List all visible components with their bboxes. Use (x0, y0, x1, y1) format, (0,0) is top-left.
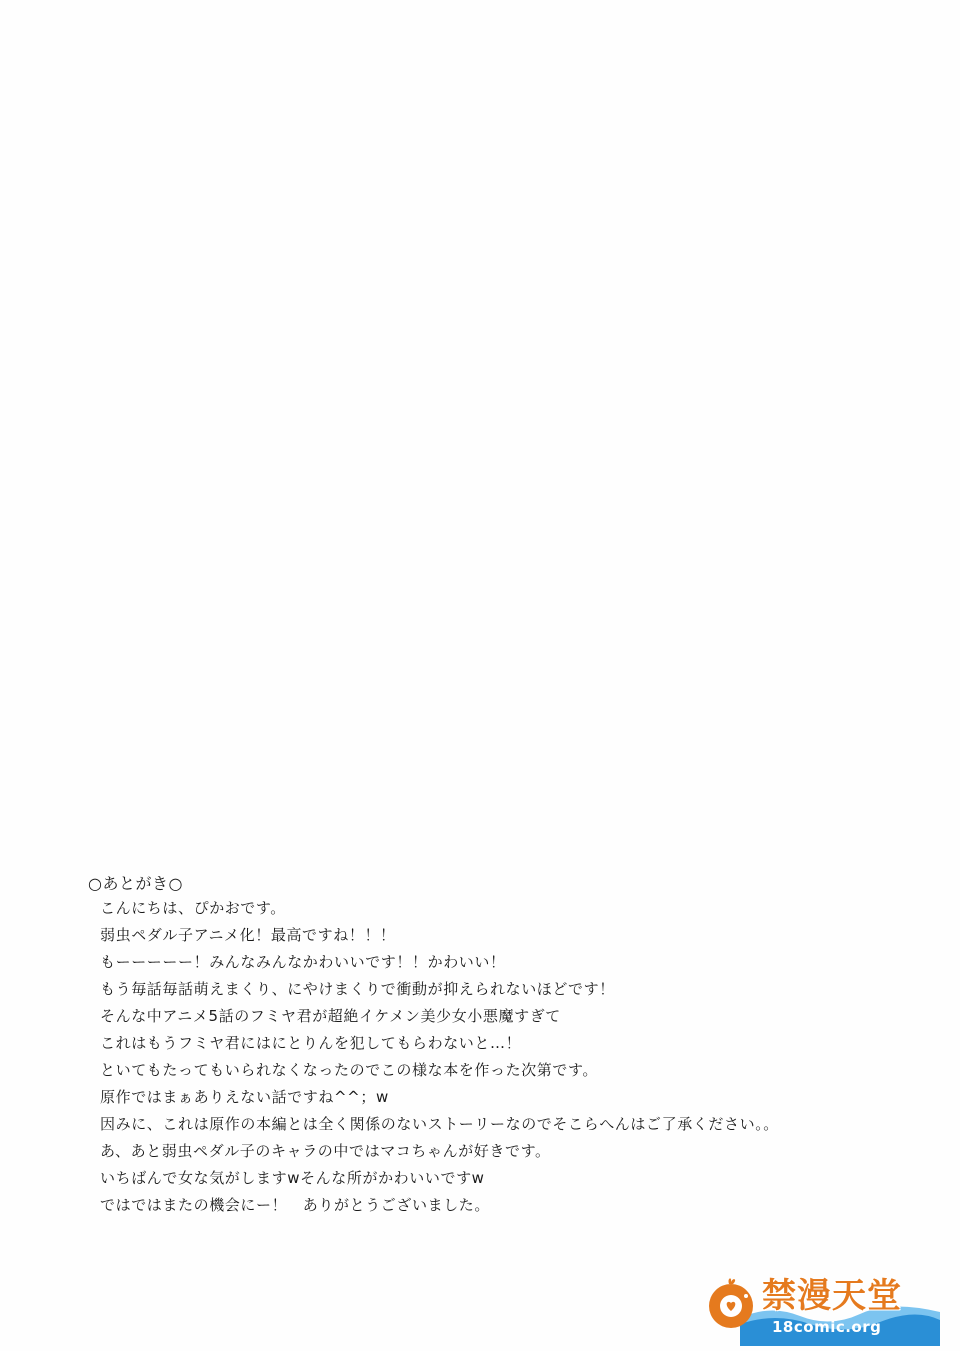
afterword-line: 因みに、これは原作の本編とは全く関係のないストーリーなのでそこらへんはご了承ください。。 (100, 1115, 779, 1133)
afterword-line: そんな中アニメ5話のフミヤ君が超絶イケメン美少女小悪魔すぎて (100, 1007, 561, 1025)
afterword-line: こんにちは、ぴかおです。 (100, 899, 286, 917)
afterword-heading: ○あとがき○ (88, 874, 183, 893)
afterword-line: もーーーーー！みんなみんなかわいいです！！かわいい！ (100, 953, 506, 971)
afterword-line: 弱虫ペダル子アニメ化！最高ですね！！！ (100, 926, 396, 944)
afterword-line: これはもうフミヤ君にはにとりんを犯してもらわないと…！ (100, 1034, 522, 1052)
whale-mascot-icon (702, 1274, 760, 1332)
afterword-line: ではではまたの機会にー！ ありがとうございました。 (100, 1196, 491, 1214)
watermark-title: 禁漫天堂 (762, 1276, 902, 1316)
afterword-line: あ、あと弱虫ペダル子のキャラの中ではマコちゃんが好きです。 (100, 1142, 551, 1160)
afterword-line: といてもたってもいられなくなったのでこの様な本を作った次第です。 (100, 1061, 599, 1079)
afterword-line: いちばんで女な気がしますwそんな所がかわいいですw (100, 1169, 485, 1187)
watermark-url[interactable]: 18comic.org (772, 1318, 882, 1336)
site-watermark[interactable] (700, 1268, 940, 1346)
afterword-lines (88, 895, 868, 1219)
afterword-line: もう毎話毎話萌えまくり、にやけまくりで衝動が抑えられないほどです！ (100, 980, 615, 998)
afterword-line: 原作ではまぁありえない話ですね^^；w (100, 1088, 389, 1106)
afterword-section (88, 873, 868, 1219)
